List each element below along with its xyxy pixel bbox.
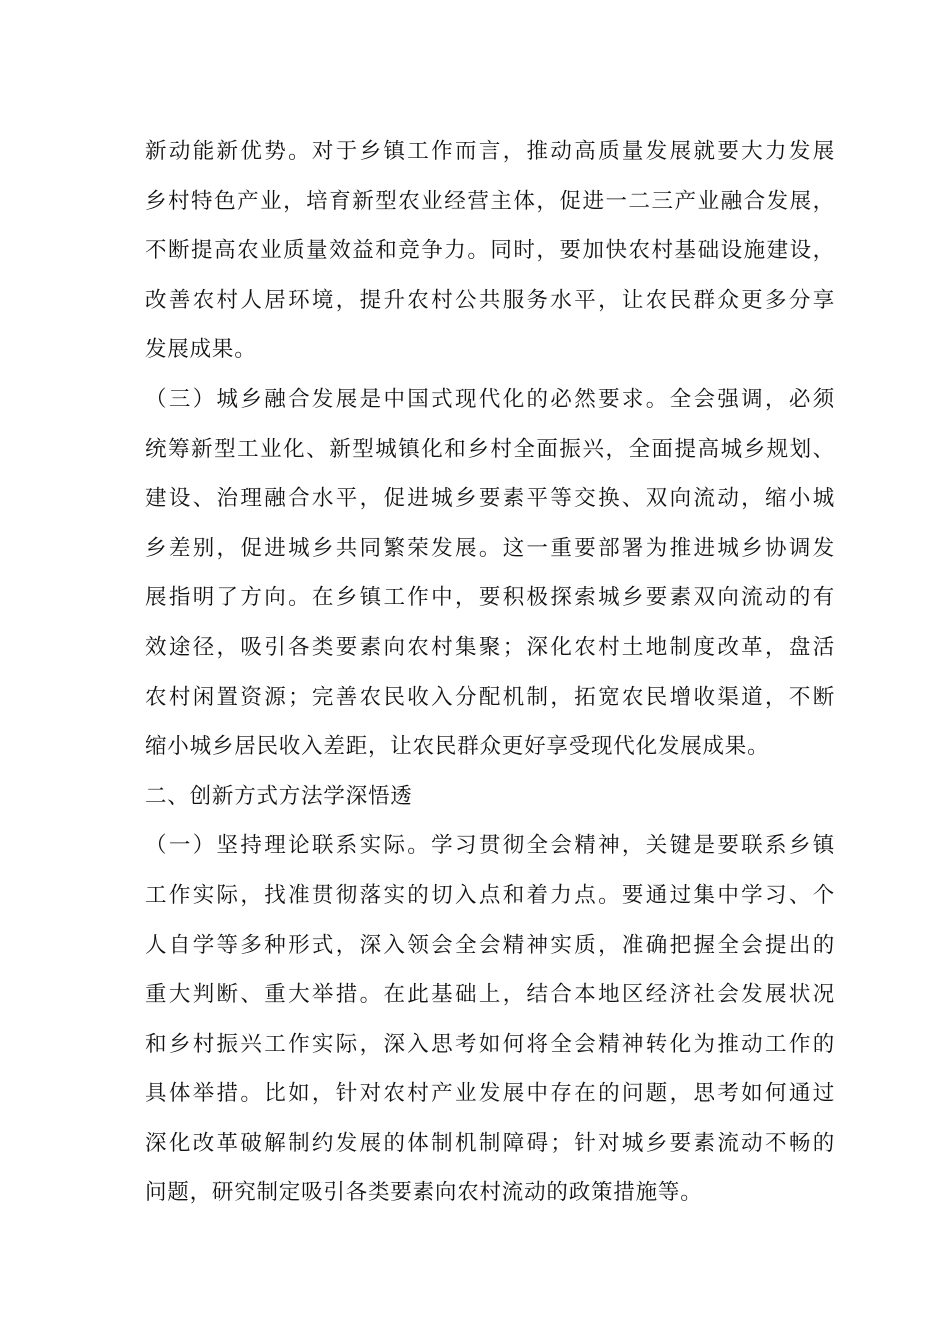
paragraph-line-20: 具体举措。比如，针对农村产业发展中存在的问题，思考如何通过	[145, 1081, 835, 1107]
paragraph-line-8: 建设、治理融合水平，促进城乡要素平等交换、双向流动，缩小城	[145, 486, 835, 512]
paragraph-line-3: 不断提高农业质量效益和竞争力。同时，要加快农村基础设施建设，	[145, 238, 835, 264]
paragraph-line-5: 发展成果。	[145, 337, 257, 363]
paragraph-line-13: 缩小城乡居民收入差距，让农民群众更好享受现代化发展成果。	[145, 734, 770, 760]
paragraph-line-2: 乡村特色产业，培育新型农业经营主体，促进一二三产业融合发展，	[145, 188, 835, 214]
paragraph-line-17: 人自学等多种形式，深入领会全会精神实质，准确把握全会提出的	[145, 932, 835, 958]
paragraph-line-15: （一）坚持理论联系实际。学习贯彻全会精神，关键是要联系乡镇	[145, 833, 835, 859]
paragraph-line-10: 展指明了方向。在乡镇工作中，要积极探索城乡要素双向流动的有	[145, 585, 835, 611]
paragraph-line-9: 乡差别，促进城乡共同繁荣发展。这一重要部署为推进城乡协调发	[145, 535, 835, 561]
paragraph-line-4: 改善农村人居环境，提升农村公共服务水平，让农民群众更多分享	[145, 287, 835, 313]
section-heading: 二、创新方式方法学深悟透	[145, 783, 413, 809]
paragraph-line-21: 深化改革破解制约发展的体制机制障碍；针对城乡要素流动不畅的	[145, 1130, 835, 1156]
paragraph-line-12: 农村闲置资源；完善农民收入分配机制，拓宽农民增收渠道，不断	[145, 684, 835, 710]
paragraph-line-6: （三）城乡融合发展是中国式现代化的必然要求。全会强调，必须	[145, 386, 835, 412]
paragraph-line-7: 统筹新型工业化、新型城镇化和乡村全面振兴，全面提高城乡规划、	[145, 436, 835, 462]
paragraph-line-16: 工作实际，找准贯彻落实的切入点和着力点。要通过集中学习、个	[145, 882, 835, 908]
paragraph-line-1: 新动能新优势。对于乡镇工作而言，推动高质量发展就要大力发展	[145, 139, 835, 164]
paragraph-line-11: 效途径，吸引各类要素向农村集聚；深化农村土地制度改革，盘活	[145, 634, 835, 660]
paragraph-line-18: 重大判断、重大举措。在此基础上，结合本地区经济社会发展状况	[145, 982, 835, 1008]
paragraph-line-19: 和乡村振兴工作实际，深入思考如何将全会精神转化为推动工作的	[145, 1031, 835, 1057]
document-body	[145, 133, 835, 1224]
paragraph-line-22: 问题，研究制定吸引各类要素向农村流动的政策措施等。	[145, 1180, 703, 1206]
